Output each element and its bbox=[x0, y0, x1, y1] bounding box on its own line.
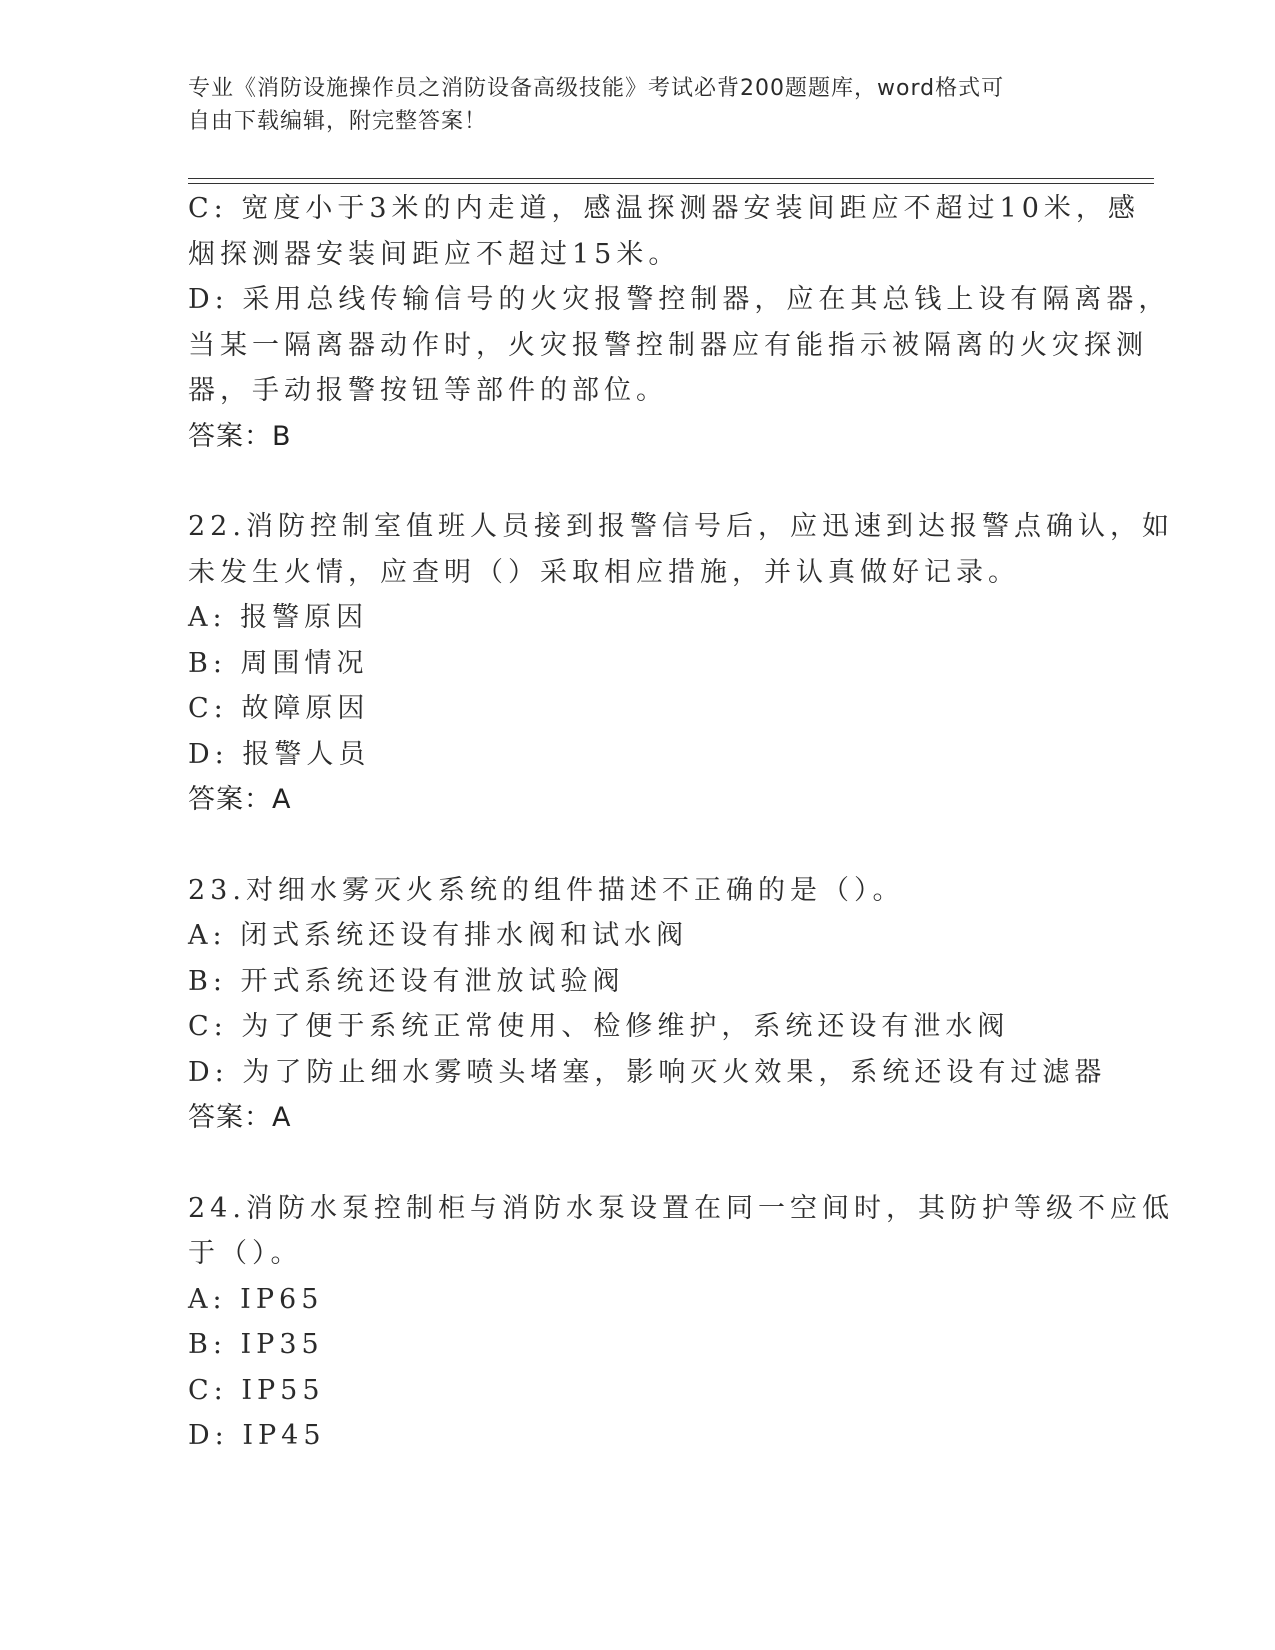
header-divider bbox=[188, 178, 1154, 184]
question-stem-line-1: 22.消防控制室值班人员接到报警信号后，应迅速到达报警点确认，如 bbox=[188, 511, 1174, 542]
spacer bbox=[188, 459, 1088, 504]
option-b: B: 开式系统还设有泄放试验阀 bbox=[188, 965, 625, 997]
option-d: D: IP45 bbox=[188, 1420, 326, 1451]
answer-21: 答案：B bbox=[188, 420, 292, 452]
option-a: A: IP65 bbox=[188, 1283, 324, 1315]
question-stem-line-1: 24.消防水泵控制柜与消防水泵设置在同一空间时，其防护等级不应低 bbox=[188, 1192, 1174, 1224]
question-stem-line-2: 于（）。 bbox=[188, 1238, 303, 1269]
option-d: D: 报警人员 bbox=[188, 738, 371, 770]
option-d-line-3: 器，手动报警按钮等部件的部位。 bbox=[188, 375, 668, 406]
option-c: C: IP55 bbox=[188, 1374, 325, 1406]
answer-22: 答案：A bbox=[188, 784, 292, 815]
header-line-2: 自由下载编辑，附完整答案！ bbox=[188, 109, 488, 134]
question-stem-line-2: 未发生火情，应查明（）采取相应措施，并认真做好记录。 bbox=[188, 556, 1020, 588]
question-24 bbox=[188, 1186, 1174, 1459]
option-b: B: IP35 bbox=[188, 1329, 324, 1360]
document-body bbox=[188, 186, 1174, 1459]
spacer bbox=[188, 1141, 1088, 1186]
question-stem-line-1: 23.对细水雾灭火系统的组件描述不正确的是（）。 bbox=[188, 874, 905, 906]
option-a: A: 报警原因 bbox=[188, 602, 369, 633]
option-d: D: 为了防止细水雾喷头堵塞，影响灭火效果，系统还设有过滤器 bbox=[188, 1056, 1107, 1088]
answer-23: 答案：A bbox=[188, 1102, 292, 1133]
option-c-line-1: C: 宽度小于3米的内走道，感温探测器安装间距应不超过10米，感 bbox=[188, 193, 1140, 224]
option-d-line-1: D: 采用总线传输信号的火灾报警控制器，应在其总钱上设有隔离器， bbox=[188, 284, 1171, 315]
option-c-line-2: 烟探测器安装间距应不超过15米。 bbox=[188, 238, 681, 270]
option-c: C: 为了便于系统正常使用、检修维护，系统还设有泄水阀 bbox=[188, 1011, 1010, 1042]
question-23 bbox=[188, 868, 1107, 1141]
page-header bbox=[188, 72, 1068, 138]
option-c: C: 故障原因 bbox=[188, 693, 370, 724]
question-21-tail bbox=[188, 186, 1171, 459]
spacer bbox=[188, 823, 1088, 868]
question-22 bbox=[188, 504, 1174, 823]
header-line-1: 专业《消防设施操作员之消防设备高级技能》考试必背200题题库，word格式可 bbox=[188, 76, 1005, 101]
option-a: A: 闭式系统还设有排水阀和试水阀 bbox=[188, 920, 689, 951]
option-d-line-2: 当某一隔离器动作时，火灾报警控制器应有能指示被隔离的火灾探测 bbox=[188, 329, 1148, 361]
option-b: B: 周围情况 bbox=[188, 647, 369, 679]
